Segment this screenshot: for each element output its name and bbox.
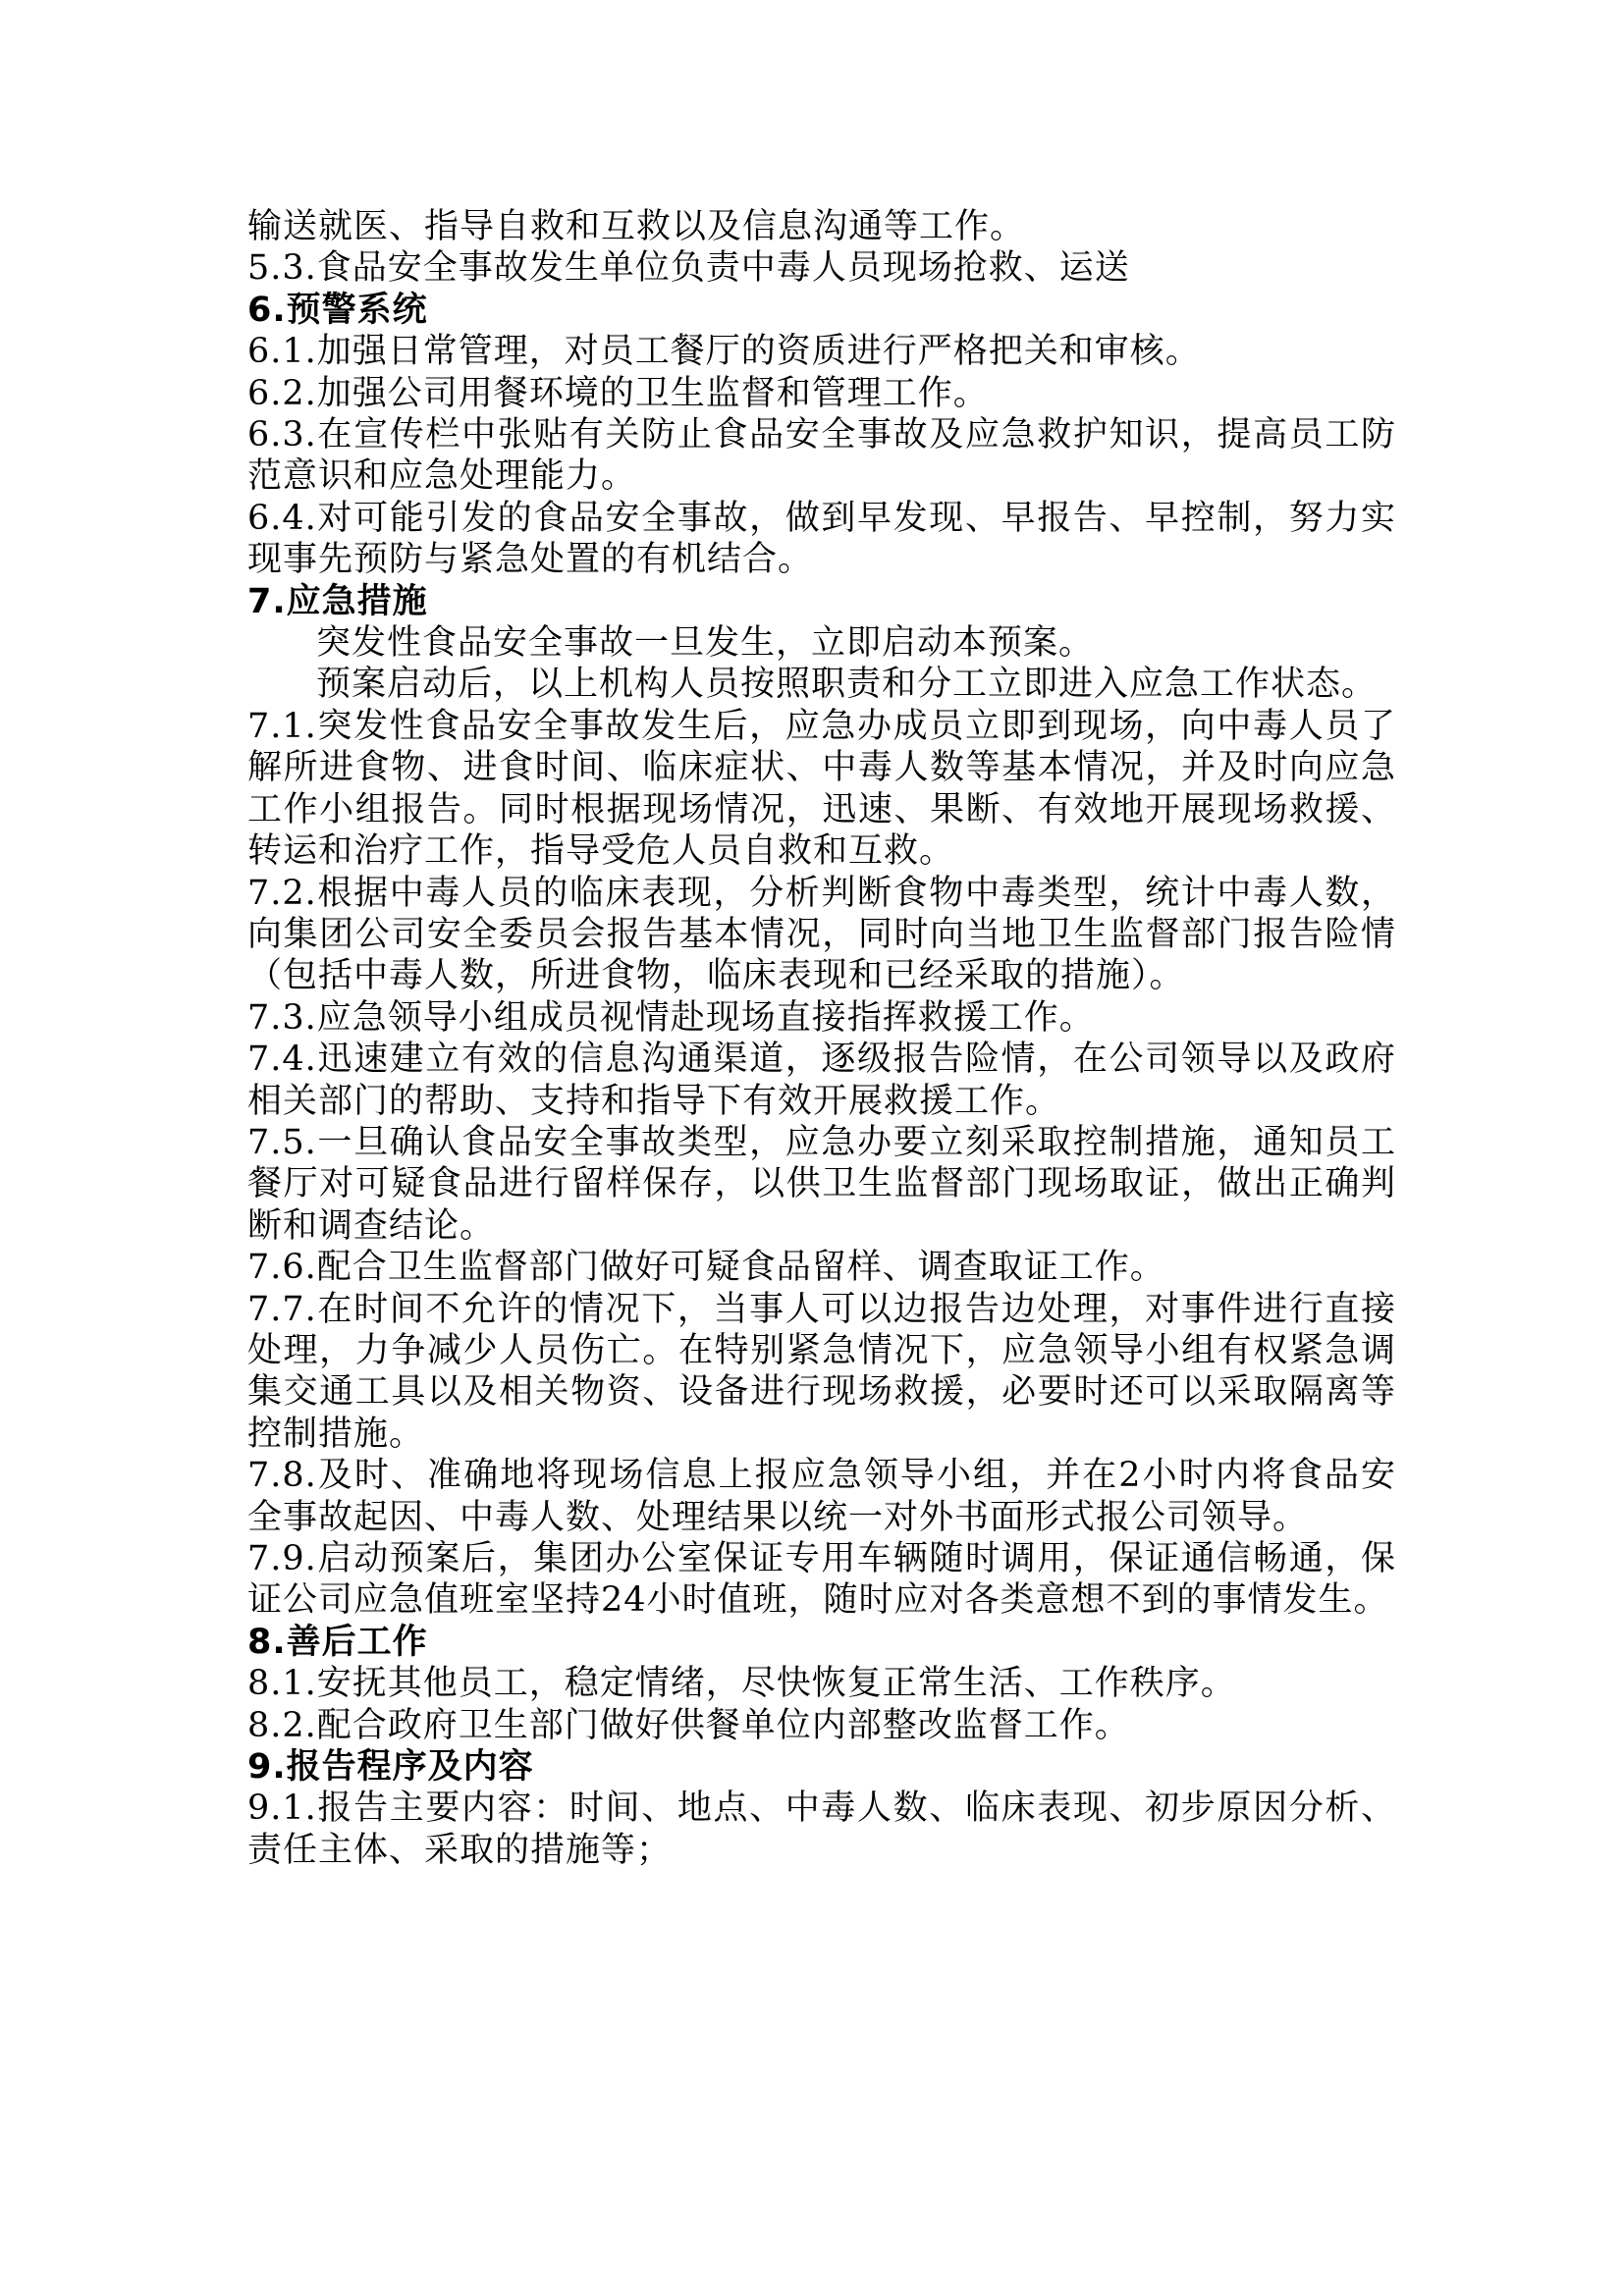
paragraph-6-1: 6.1.加强日常管理，对员工餐厅的资质进行严格把关和审核。 (247, 332, 1201, 372)
paragraph-8-2: 8.2.配合政府卫生部门做好供餐单位内部整改监督工作。 (247, 1705, 1130, 1745)
paragraph-8-1: 8.1.安抚其他员工，稳定情绪，尽快恢复正常生活、工作秩序。 (247, 1664, 1236, 1704)
paragraph-7-intro-1: 突发性食品安全事故一旦发生，立即启动本预案。 (316, 623, 1095, 664)
paragraph-7-3: 7.3.应急领导小组成员视情赴现场直接指挥救援工作。 (247, 997, 1095, 1038)
heading-6-warning-system: 6.预警系统 (247, 290, 428, 330)
paragraph-7-5: 7.5.一旦确认食品安全事故类型，应急办要立刻采取控制措施，通知员工餐厅对可疑食品进行留样保存，以供卫生监督部门现场取证，做出正确判断和调查结论。 (247, 1122, 1396, 1246)
paragraph-7-7: 7.7.在时间不允许的情况下，当事人可以边报告边处理，对事件进行直接处理，力争减少人员伤亡。在特别紧急情况下，应急领导小组有权紧急调集交通工具以及相关物资、设备进行现场救援，必要时还可以采取隔离等控制措施。 (247, 1289, 1396, 1454)
paragraph-7-8: 7.8.及时、准确地将现场信息上报应急领导小组，并在2小时内将食品安全事故起因、中毒人数、处理结果以统一对外书面形式报公司领导。 (247, 1456, 1396, 1537)
paragraph-9-1: 9.1.报告主要内容：时间、地点、中毒人数、临床表现、初步原因分析、责任主体、采取的措施等； (247, 1789, 1396, 1870)
heading-7-emergency-measures: 7.应急措施 (247, 581, 428, 621)
paragraph-7-6: 7.6.配合卫生监督部门做好可疑食品留样、调查取证工作。 (247, 1248, 1165, 1288)
paragraph-6-2: 6.2.加强公司用餐环境的卫生监督和管理工作。 (247, 373, 989, 413)
paragraph-7-9: 7.9.启动预案后，集团办公室保证专用车辆随时调用，保证通信畅通，保证公司应急值班室坚持24小时值班，随时应对各类意想不到的事情发生。 (247, 1539, 1396, 1621)
paragraph-6-3: 6.3.在宣传栏中张贴有关防止食品安全事故及应急救护知识，提高员工防范意识和应急处理能力。 (247, 415, 1396, 497)
paragraph-5-3: 5.3.食品安全事故发生单位负责中毒人员现场抢救、运送 (247, 248, 1130, 289)
heading-9-reporting: 9.报告程序及内容 (247, 1747, 534, 1788)
paragraph-7-2: 7.2.根据中毒人员的临床表现，分析判断食物中毒类型，统计中毒人数，向集团公司安全委员会报告基本情况，同时向当地卫生监督部门报告险情（包括中毒人数，所进食物，临床表现和已经采取的措施）。 (247, 873, 1396, 996)
paragraph-7-1: 7.1.突发性食品安全事故发生后，应急办成员立即到现场，向中毒人员了解所进食物、进食时间、临床症状、中毒人数等基本情况，并及时向应急工作小组报告。同时根据现场情况，迅速、果断、有效地开展现场救援、转运和治疗工作，指导受危人员自救和互救。 (247, 706, 1396, 872)
paragraph-7-4: 7.4.迅速建立有效的信息沟通渠道，逐级报告险情，在公司领导以及政府相关部门的帮助、支持和指导下有效开展救援工作。 (247, 1040, 1396, 1121)
paragraph-5-2-continued: 输送就医、指导自救和互救以及信息沟通等工作。 (247, 207, 1026, 246)
document-page (247, 206, 1396, 1871)
paragraph-7-intro-2: 预案启动后，以上机构人员按照职责和分工立即进入应急工作状态。 (316, 665, 1378, 705)
paragraph-6-4: 6.4.对可能引发的食品安全事故，做到早发现、早报告、早控制，努力实现事先预防与紧急处置的有机结合。 (247, 498, 1396, 580)
heading-8-aftercare: 8.善后工作 (247, 1622, 428, 1662)
